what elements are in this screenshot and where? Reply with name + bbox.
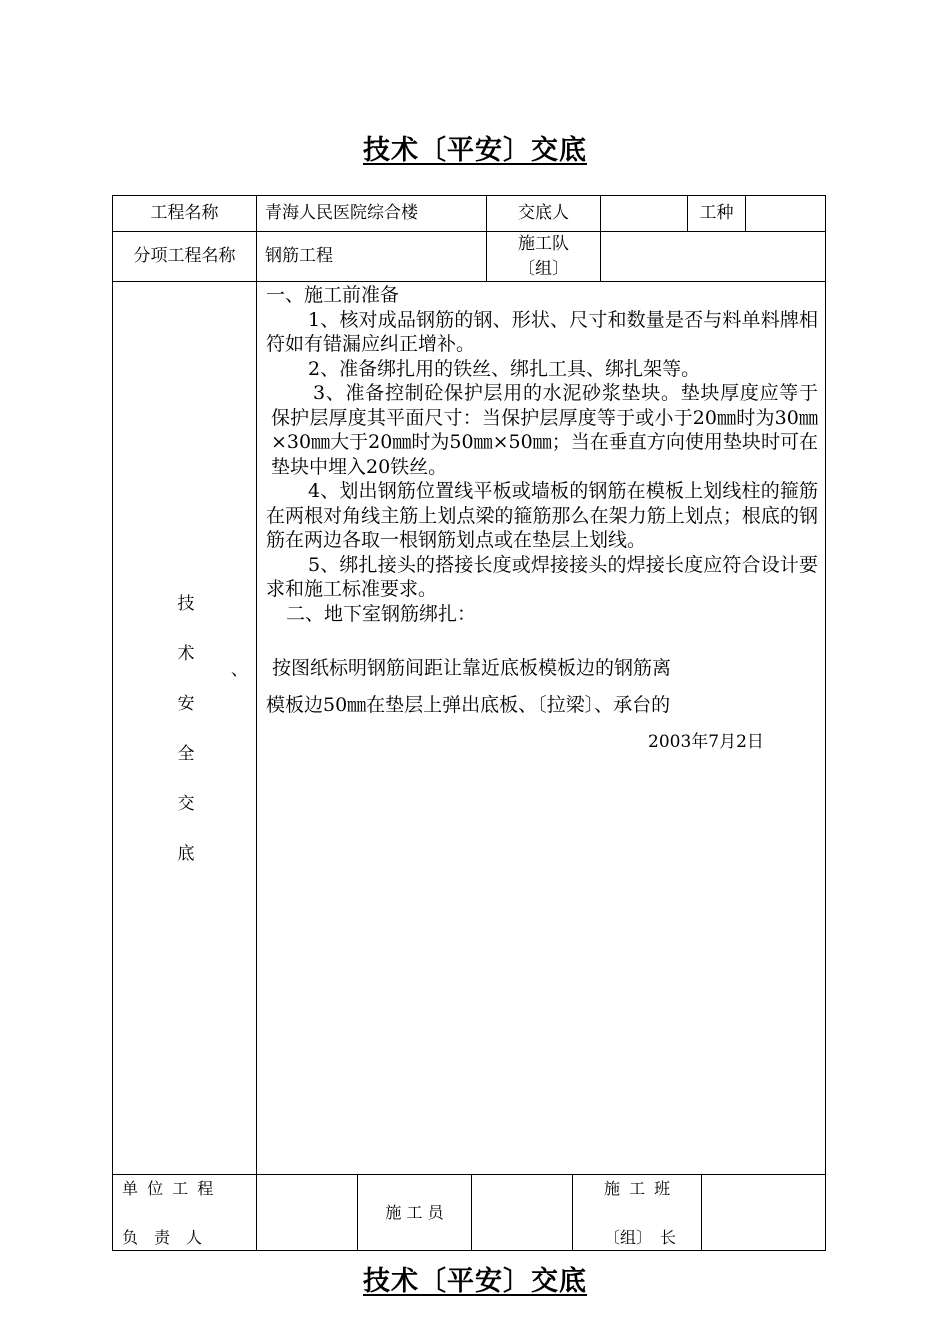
- unit-label-line1: 单 位 工 程: [122, 1179, 216, 1198]
- content-paragraph: 3、准备控制砼保护层用的水泥砂浆垫块。垫块厚度应等于保护层厚度其平面尺寸：当保护层厚度等于或小于20㎜时为30㎜×30㎜大于20㎜时为50㎜×50㎜；当在垂直方向使用垫块时可在垫块中埋入20铁丝。: [271, 382, 818, 478]
- leader-label-line1: 施 工 班: [604, 1179, 673, 1198]
- side-label-char: 交: [177, 794, 195, 814]
- side-label: [176, 594, 196, 894]
- unit-label-line2: 负 责 人: [122, 1228, 203, 1247]
- content-body: [266, 283, 818, 626]
- worker-label: 施 工 员: [385, 1203, 444, 1222]
- content-paragraph: 2、准备绑扎用的铁丝、绑扎工具、绑扎架等。: [308, 357, 701, 380]
- team-label-line2: 〔组〕: [518, 259, 569, 279]
- content-paragraph: 5、绑扎接头的搭接长度或焊接接头的焊接长度应符合设计要求和施工标准要求。: [266, 553, 818, 600]
- trade-label: 工种: [699, 203, 734, 223]
- section-heading: 二、地下室钢筋绑扎：: [286, 602, 477, 625]
- side-label-char: 安: [177, 694, 195, 714]
- next-page-title: 技术〔平安〕交底: [363, 1266, 587, 1297]
- team-label-line1: 施工队: [518, 234, 569, 254]
- document-title: 技术〔平安〕交底: [363, 135, 587, 166]
- leader-label-line2: 〔组〕 长: [604, 1228, 677, 1247]
- presenter-label: 交底人: [518, 203, 569, 223]
- project-name-value: 青海人民医院综合楼: [265, 203, 418, 223]
- section-heading: 一、施工前准备: [266, 284, 400, 306]
- side-label-char: 底: [177, 844, 195, 864]
- content-paragraph: 1、核对成品钢筋的钢、形状、尺寸和数量是否与料单料牌相符如有错漏应纠正增补。: [266, 308, 818, 355]
- side-label-char: 全: [177, 744, 195, 764]
- side-label-char: 技: [177, 594, 195, 614]
- sub-project-value: 钢筋工程: [265, 246, 333, 266]
- side-mark: 、: [231, 660, 248, 680]
- content-line: 模板边50㎜在垫层上弹出底板、〔拉梁〕、承台的: [266, 694, 671, 716]
- sub-project-label: 分项工程名称: [133, 246, 236, 266]
- date-text: 2003年7月2日: [648, 732, 764, 752]
- project-name-label: 工程名称: [150, 203, 219, 223]
- side-label-char: 术: [177, 644, 195, 664]
- content-line: 按图纸标明钢筋间距让靠近底板模板边的钢筋离: [272, 657, 672, 679]
- content-paragraph: 4、划出钢筋位置线平板或墙板的钢筋在模板上划线柱的箍筋在两根对角线主筋上划点梁的箍筋那么在架力筋上划点；根底的钢筋在两边各取一根钢筋划点或在垫层上划线。: [266, 480, 818, 551]
